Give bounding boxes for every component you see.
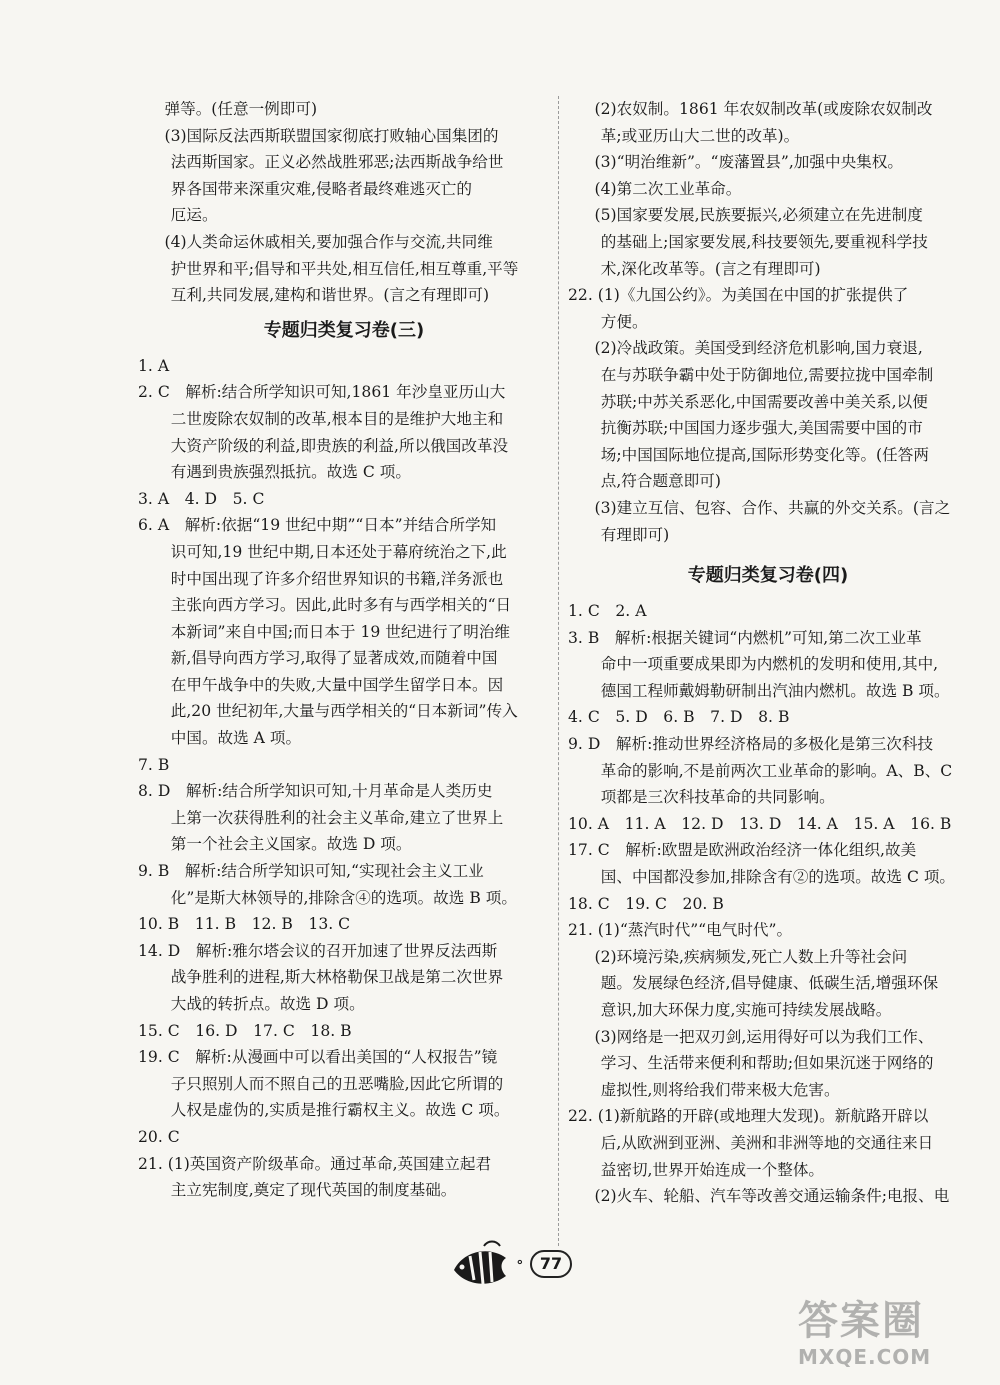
text-line: 国、中国都没参加,排除含有②的选项。故选 C 项。 [600, 868, 956, 887]
text-line: 题。发展绿色经济,倡导健康、低碳生活,增强环保 [600, 974, 939, 993]
text-line: 10. B 11. B 12. B 13. C [138, 915, 351, 934]
text-line: 18. C 19. C 20. B [568, 894, 724, 913]
text-line: 第一个社会主义国家。故选 D 项。 [170, 835, 412, 854]
text-line: 上第一次获得胜利的社会主义革命,建立了世界上 [170, 808, 504, 827]
text-line: 革;或亚历山大二世的改革)。 [600, 126, 800, 145]
text-line: 21. (1)英国资产阶级革命。通过革命,英国建立起君 [138, 1154, 492, 1173]
text-line: 互利,共同发展,建构和谐世界。(言之有理即可) [170, 286, 490, 305]
text-line: 场;中国国际地位提高,国际形势变化等。(任答两 [600, 445, 929, 464]
answer-b21-2 [568, 944, 968, 1024]
answer-b22-2 [568, 1183, 968, 1210]
answer-r5 [568, 202, 968, 282]
text-line: 弹等。(任意一例即可) [164, 100, 318, 118]
text-line: 3. A 4. D 5. C [138, 489, 265, 508]
text-line: 2. C 解析:结合所学知识可知,1861 年沙皇亚历山大 [138, 383, 506, 402]
text-line: 革命的影响,不是前两次工业革命的影响。A、B、C [600, 761, 953, 780]
text-line: 1. A [138, 356, 170, 375]
text-line: 的基础上;国家要发展,科技要领先,要重视科学技 [600, 232, 928, 251]
text-line: (3)国际反法西斯联盟国家彻底打败轴心国集团的 [164, 126, 499, 145]
answer-r3 [568, 149, 968, 176]
text-line: 在甲午战争中的失败,大量中国学生留学日本。因 [170, 675, 504, 694]
answer-r4 [568, 176, 968, 203]
page-number: 77 [530, 1250, 572, 1278]
text-line: 苏联;中苏关系恶化,中国需要改善中美关系,以便 [600, 392, 928, 411]
answer-part-4 [138, 229, 550, 309]
text-line: 子只照别人而不照自己的丑恶嘴脸,因此它所谓的 [170, 1074, 504, 1093]
answer-14 [138, 938, 550, 1018]
answer-b21-1 [568, 917, 968, 944]
answer-r22-3 [568, 495, 968, 548]
answer-part-3 [138, 123, 550, 229]
text-line: 大资产阶级的利益,即贵族的利益,所以俄国改革没 [170, 436, 509, 455]
text-line: 德国工程师戴姆勒研制出汽油内燃机。故选 B 项。 [600, 681, 950, 700]
text-line: 17. C 解析:欧盟是欧洲政治经济一体化组织,故美 [568, 841, 917, 860]
section-title-4: 专题归类复习卷(四) [687, 565, 849, 587]
text-line: 护世界和平;倡导和平共处,相互信任,相互尊重,平等 [170, 259, 519, 278]
text-line: 8. D 解析:结合所学知识可知,十月革命是人类历史 [138, 782, 493, 801]
text-line: 界各国带来深重灾难,侵略者最终难逃灭亡的 [170, 179, 472, 198]
text-line: 项都是三次科技革命的共同影响。 [600, 788, 835, 807]
text-line: 1. C 2. A [568, 602, 647, 621]
text-line: 二世废除农奴制的改革,根本目的是维护大地主和 [170, 409, 504, 428]
text-line: 有理即可) [600, 525, 670, 544]
answer-20 [138, 1124, 550, 1151]
text-line: 15. C 16. D 17. C 18. B [138, 1021, 352, 1040]
text-line: (2)火车、轮船、汽车等改善交通运输条件;电报、电 [594, 1187, 950, 1206]
answer-19 [138, 1044, 550, 1124]
answer-b22-1 [568, 1103, 968, 1183]
text-line: 命中一项重要成果即为内燃机的发明和使用,其中, [600, 655, 939, 674]
text-line: 厄运。 [170, 206, 218, 225]
text-line: 4. C 5. D 6. B 7. D 8. B [568, 708, 790, 727]
fish-icon [450, 1240, 514, 1296]
answer-8 [138, 778, 550, 858]
text-line: 主张向西方学习。因此,此时多有与西学相关的“日 [170, 596, 512, 615]
text-line: (2)冷战政策。美国受到经济危机影响,国力衰退, [594, 339, 923, 358]
text-line: 虚拟性,则将给我们带来极大危害。 [600, 1080, 840, 1099]
text-line: 抗衡苏联;中国国力逐步强大,美国需要中国的市 [600, 419, 923, 438]
text-line: 22. (1)《九国公约》。为美国在中国的扩张提供了 [568, 286, 909, 305]
text-line: (3)网络是一把双刃剑,运用得好可以为我们工作、 [594, 1027, 934, 1046]
text-line: 7. B [138, 755, 170, 774]
text-line: 9. D 解析:推动世界经济格局的多极化是第三次科技 [568, 735, 934, 754]
answer-b18-20 [568, 891, 968, 918]
answer-15-18 [138, 1018, 550, 1045]
text-line: (2)环境污染,疾病频发,死亡人数上升等社会问 [594, 947, 908, 966]
text-line: 本新词”来自中国;而日本于 19 世纪进行了明治维 [170, 622, 511, 641]
text-line: 方便。 [600, 312, 648, 331]
text-line: 学习、生活带来便利和帮助;但如果沉迷于网络的 [600, 1054, 934, 1073]
text-line: (3)“明治维新”。“废藩置县”,加强中央集权。 [594, 153, 903, 172]
text-line: (5)国家要发展,民族要振兴,必须建立在先进制度 [594, 206, 923, 225]
text-line: 益密切,世界开始连成一个整体。 [600, 1160, 825, 1179]
text-line: 点,符合题意即可) [600, 472, 721, 491]
answer-continuation [138, 96, 550, 123]
text-line: 后,从欧洲到亚洲、美洲和非洲等地的交通往来日 [600, 1133, 934, 1152]
text-line: 14. D 解析:雅尔塔会议的召开加速了世界反法西斯 [138, 941, 498, 960]
answer-2 [138, 379, 550, 485]
answer-9 [138, 858, 550, 911]
answer-b9 [568, 731, 968, 811]
text-line: 识可知,19 世纪中期,日本还处于幕府统治之下,此 [170, 542, 507, 561]
answer-21 [138, 1151, 550, 1204]
answer-b21-3 [568, 1024, 968, 1104]
text-line: 3. B 解析:根据关键词“内燃机”可知,第二次工业革 [568, 628, 922, 647]
answer-b17 [568, 837, 968, 890]
text-line: 20. C [138, 1127, 180, 1146]
text-line: 10. A 11. A 12. D 13. D 14. A 15. A 16. B [568, 814, 952, 833]
text-line: 时中国出现了许多介绍世界知识的书籍,洋务派也 [170, 569, 504, 588]
answer-1 [138, 353, 550, 380]
page-footer: ∘ 77 [450, 1238, 580, 1298]
section-title-3: 专题归类复习卷(三) [263, 319, 425, 341]
text-line: 有遇到贵族强烈抵抗。故选 C 项。 [170, 463, 411, 482]
answer-b10-16 [568, 811, 968, 838]
text-line: (4)第二次工业革命。 [594, 179, 742, 198]
answer-b4-8 [568, 704, 968, 731]
text-line: 9. B 解析:结合所学知识可知,“实现社会主义工业 [138, 862, 484, 881]
answer-10-13 [138, 911, 550, 938]
watermark-logo: 答案圈 MXQE.COM [798, 1298, 932, 1369]
text-line: 新,倡导向西方学习,取得了显著成效,而随着中国 [170, 649, 498, 668]
answer-7 [138, 752, 550, 779]
text-line: 在与苏联争霸中处于防御地位,需要拉拢中国牵制 [600, 365, 934, 384]
text-line: (2)农奴制。1861 年农奴制改革(或废除农奴制改 [594, 100, 933, 118]
answer-6 [138, 512, 550, 751]
text-line: 化”是斯大林领导的,排除含④的选项。故选 B 项。 [170, 888, 517, 907]
text-line: 中国。故选 A 项。 [170, 729, 302, 748]
text-line: 6. A 解析:依据“19 世纪中期”“日本”并结合所学知 [138, 516, 497, 535]
text-line: 19. C 解析:从漫画中可以看出美国的“人权报告”镜 [138, 1048, 498, 1067]
right-column [568, 96, 968, 1210]
column-divider [558, 96, 559, 1246]
answer-r22 [568, 282, 968, 335]
answer-r2 [568, 96, 968, 149]
text-line: 法西斯国家。正义必然战胜邪恶;法西斯战争给世 [170, 153, 504, 172]
text-line: (3)建立互信、包容、合作、共赢的外交关系。(言之 [594, 498, 951, 517]
text-line: 21. (1)“蒸汽时代”“电气时代”。 [568, 921, 793, 940]
text-line: 意识,加大环保力度,实施可持续发展战略。 [600, 1001, 892, 1019]
text-line: 主立宪制度,奠定了现代英国的制度基础。 [170, 1181, 457, 1200]
text-line: 术,深化改革等。(言之有理即可) [600, 259, 821, 278]
answer-b1-2 [568, 598, 968, 625]
answer-b3 [568, 625, 968, 705]
text-line: 此,20 世纪初年,大量与西学相关的“日本新词”传入 [170, 702, 518, 721]
text-line: 战争胜利的进程,斯大林格勒保卫战是第二次世界 [170, 968, 504, 987]
answer-r22-2 [568, 335, 968, 495]
text-line: 大战的转折点。故选 D 项。 [170, 995, 365, 1013]
text-line: 人权是虚伪的,实质是推行霸权主义。故选 C 项。 [170, 1101, 510, 1120]
left-column [138, 96, 550, 1204]
text-line: (4)人类命运休戚相关,要加强合作与交流,共同维 [164, 232, 493, 251]
answer-3-5 [138, 486, 550, 513]
text-line: 22. (1)新航路的开辟(或地理大发现)。新航路开辟以 [568, 1107, 929, 1126]
